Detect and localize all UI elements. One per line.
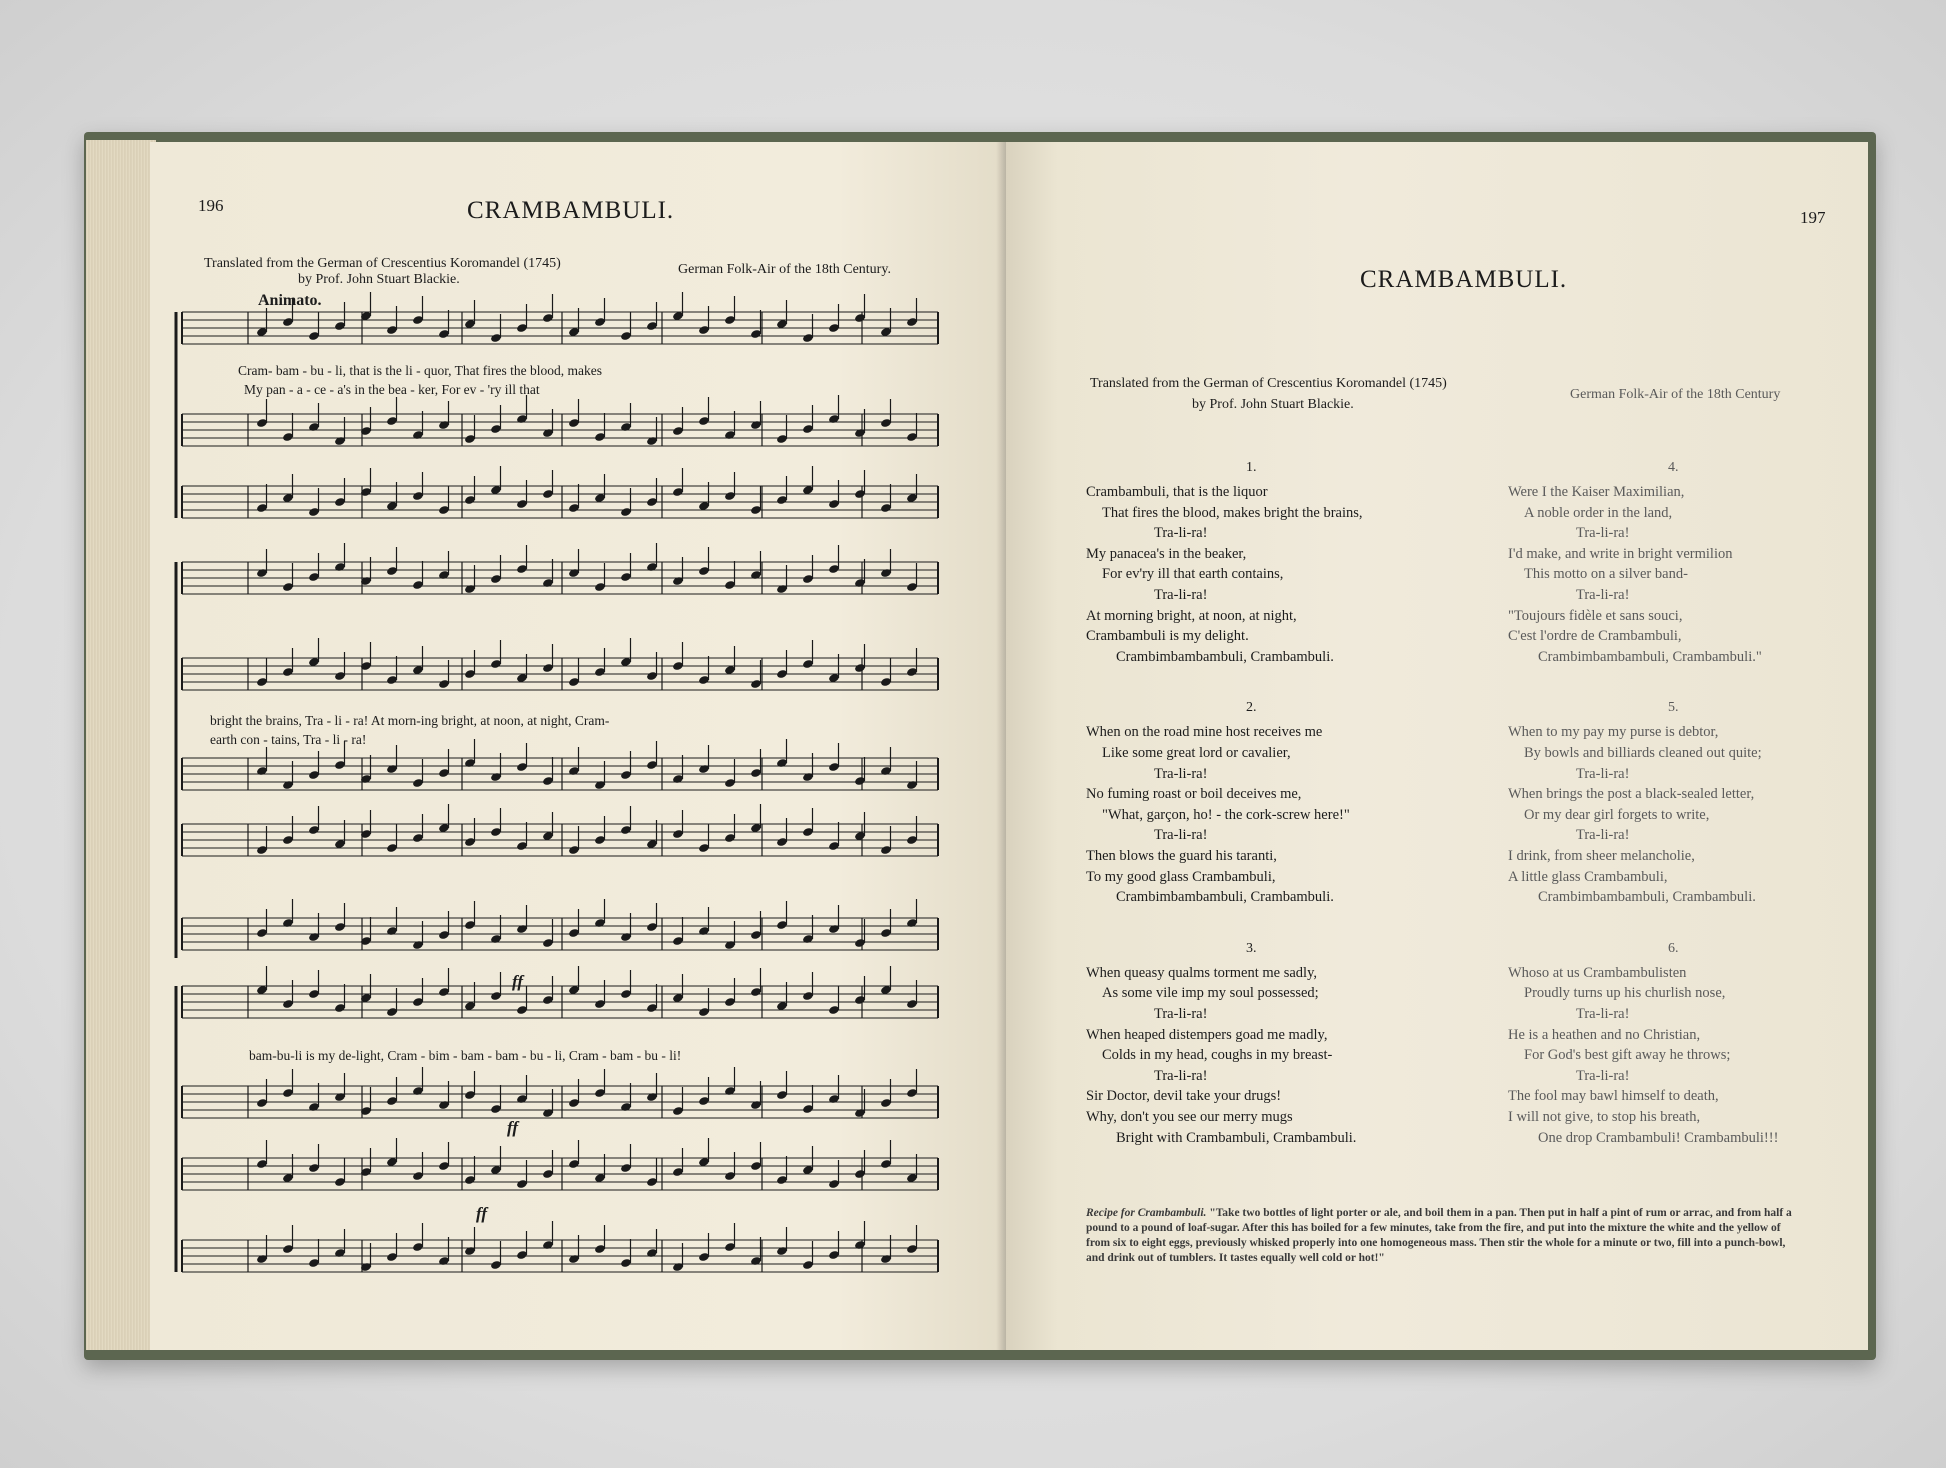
verse-number: 6. xyxy=(1668,940,1679,956)
verse-number: 2. xyxy=(1246,700,1257,716)
verse-line: Tra-li-ra! xyxy=(1576,1067,1630,1084)
left-page-number: 196 xyxy=(198,196,224,215)
recipe-text: "Take two bottles of light porter or ale, and boil them in a pan. Then put in half a pint of rum or arrac, and from half a pound to a pound of loaf-sugar. After this has boiled for a few minutes, take from the fire, and put into the mixture the white and the yellow of from six to eight eggs, previously whisked properly into one homogeneous mass. Then stir the whole for a minute or two, fill into a punch-bowl, and drink out of tumblers. It tastes equally well cold or hot!" xyxy=(1086,1207,1792,1264)
right-page xyxy=(1006,142,1868,1350)
dynamic-ff-3: ff xyxy=(476,1204,488,1223)
lyrics-row3-verse1: bam-bu-li is my de-light, Cram - bim - bam - bam - bu - li, Cram - bam - bu - li! xyxy=(249,1048,682,1063)
verse-line: I will not give, to stop his breath, xyxy=(1508,1109,1701,1125)
verse-line: When queasy qualms torment me sadly, xyxy=(1086,964,1318,981)
right-page-number: 197 xyxy=(1800,208,1826,227)
verse-line: Tra-li-ra! xyxy=(1576,765,1630,782)
verse-line: Were I the Kaiser Maximilian, xyxy=(1508,484,1685,500)
recipe-note xyxy=(1086,1206,1806,1266)
verse-line: That fires the blood, makes bright the brains, xyxy=(1102,504,1363,521)
verse-line: The fool may bawl himself to death, xyxy=(1508,1088,1719,1105)
left-page xyxy=(150,142,1006,1350)
verse-line: C'est l'ordre de Crambambuli, xyxy=(1508,628,1682,645)
verse-line: Crambimbambambuli, Crambambuli. xyxy=(1116,648,1334,665)
verse-line: By bowls and billiards cleaned out quite; xyxy=(1524,745,1762,761)
verse-line: Or my dear girl forgets to write, xyxy=(1524,806,1710,823)
lyrics-row1-verse1: Cram- bam - bu - li, that is the li - quor, That fires the blood, makes xyxy=(238,363,603,378)
left-air-credit: German Folk-Air of the 18th Century. xyxy=(678,262,891,277)
verse-line: Tra-li-ra! xyxy=(1154,827,1208,844)
verse-line: Tra-li-ra! xyxy=(1576,1006,1630,1022)
lyrics-row2-verse2: earth con - tains, Tra - li - ra! xyxy=(210,732,367,747)
verse-line: Whoso at us Crambambulisten xyxy=(1508,964,1687,981)
verse-number: 4. xyxy=(1668,460,1679,475)
verse-line: Proudly turns up his churlish nose, xyxy=(1524,985,1726,1002)
verse-line: My panacea's in the beaker, xyxy=(1086,545,1247,562)
dynamic-ff-2: ff xyxy=(507,1118,519,1137)
verse-line: To my good glass Crambambuli, xyxy=(1086,868,1276,885)
verse-line: Tra-li-ra! xyxy=(1576,827,1630,844)
verse-line: For ev'ry ill that earth contains, xyxy=(1102,566,1284,583)
verse-line: Sir Doctor, devil take your drugs! xyxy=(1086,1088,1282,1105)
verse-line: Crambimbambambuli, Crambambuli. xyxy=(1538,889,1756,906)
verse-line: When heaped distempers goad me madly, xyxy=(1086,1026,1328,1043)
verse-line: Crambambuli is my delight. xyxy=(1086,628,1249,645)
verse-line: Tra-li-ra! xyxy=(1154,765,1208,782)
verse-line: Tra-li-ra! xyxy=(1154,525,1208,542)
verse-line: When brings the post a black-sealed letter, xyxy=(1508,786,1755,803)
dynamic-ff-1: ff xyxy=(512,972,524,991)
verse-line: As some vile imp my soul possessed; xyxy=(1102,985,1319,1002)
verse-line: "What, garçon, ho! - the cork-screw here!" xyxy=(1102,806,1350,823)
right-credit-line2: by Prof. John Stuart Blackie. xyxy=(1192,397,1354,412)
left-page-title: CRAMBAMBULI. xyxy=(467,197,675,224)
tempo-marking: Animato. xyxy=(258,292,322,309)
right-page-title: CRAMBAMBULI. xyxy=(1360,266,1568,293)
verse-number: 3. xyxy=(1246,940,1257,956)
lyrics-row2-verse1: bright the brains, Tra - li - ra! At morn-ing bright, at noon, at night, Cram- xyxy=(210,713,610,728)
left-credit-line1: Translated from the German of Crescentius Koromandel (1745) xyxy=(204,256,561,271)
verse-line: Tra-li-ra! xyxy=(1576,525,1630,542)
verse-line: Tra-li-ra! xyxy=(1576,587,1630,603)
verse-line: For God's best gift away he throws; xyxy=(1524,1047,1731,1064)
verse-line: Crambimbambambuli, Crambambuli. xyxy=(1116,889,1334,906)
verse-line: Then blows the guard his taranti, xyxy=(1086,848,1277,864)
verse-line: A noble order in the land, xyxy=(1524,504,1673,521)
verse-line: I'd make, and write in bright vermilion xyxy=(1508,545,1733,562)
recipe-label: Recipe for Crambambuli. xyxy=(1086,1207,1207,1219)
verse-line: Tra-li-ra! xyxy=(1154,1067,1208,1084)
verse-line: Bright with Crambambuli, Crambambuli. xyxy=(1116,1129,1357,1146)
verse-line: When on the road mine host receives me xyxy=(1086,724,1323,741)
verse-line: Crambambuli, that is the liquor xyxy=(1086,484,1268,500)
verse-line: No fuming roast or boil deceives me, xyxy=(1086,786,1302,803)
verse-line: Tra-li-ra! xyxy=(1154,587,1208,603)
verse-line: This motto on a silver band- xyxy=(1524,566,1688,583)
verse-line: Colds in my head, coughs in my breast- xyxy=(1102,1047,1333,1064)
left-credit-line2: by Prof. John Stuart Blackie. xyxy=(298,272,460,287)
verse-line: Like some great lord or cavalier, xyxy=(1102,745,1291,761)
verse-number: 1. xyxy=(1246,460,1257,475)
verse-line: Tra-li-ra! xyxy=(1154,1006,1208,1022)
right-air-credit: German Folk-Air of the 18th Century xyxy=(1570,387,1781,402)
verse-line: "Toujours fidèle et sans souci, xyxy=(1508,607,1683,624)
verse-number: 5. xyxy=(1668,700,1679,716)
verse-line: One drop Crambambuli! Crambambuli!!! xyxy=(1538,1129,1779,1146)
verse-line: At morning bright, at noon, at night, xyxy=(1086,607,1297,624)
right-credit-line1: Translated from the German of Crescentius Koromandel (1745) xyxy=(1090,376,1447,391)
verse-line: I drink, from sheer melancholie, xyxy=(1508,848,1695,864)
verse-line: He is a heathen and no Christian, xyxy=(1508,1026,1701,1043)
lyrics-row1-verse2: My pan - a - ce - a's in the bea - ker, For ev - 'ry ill that xyxy=(244,382,540,397)
verse-line: A little glass Crambambuli, xyxy=(1508,868,1668,885)
verse-line: When to my pay my purse is debtor, xyxy=(1508,724,1719,741)
verse-line: Why, don't you see our merry mugs xyxy=(1086,1109,1293,1125)
page-edges xyxy=(86,140,156,1350)
verse-line: Crambimbambambuli, Crambambuli." xyxy=(1538,648,1762,665)
